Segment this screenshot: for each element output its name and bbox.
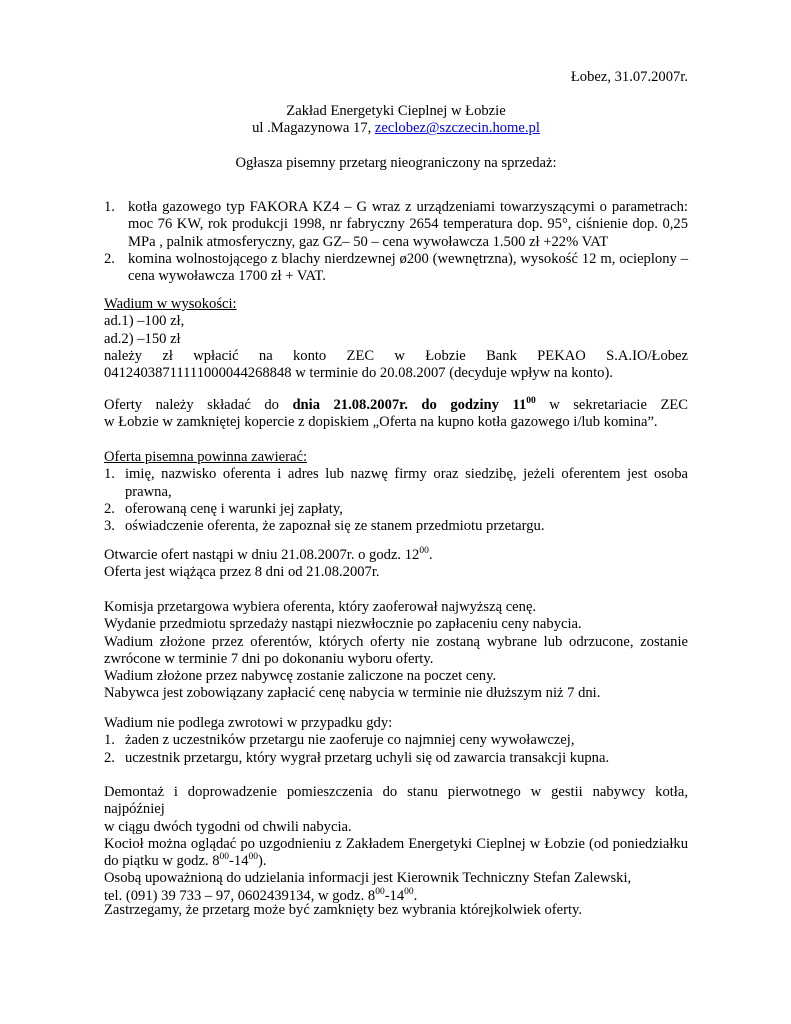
hours-end: . [413, 887, 418, 904]
organization-header [104, 103, 688, 138]
offers-submission [104, 397, 688, 432]
list-number: 3. [104, 518, 115, 535]
contact-person: Osobą upoważnioną do udzielania informacji jest Kierownik Techniczny Stefan Zalewski, [104, 870, 632, 887]
offers-envelope: w Łobzie w zamkniętej kopercie z dopiskiem „Oferta na kupno kotła gazowego i/lub komina”. [104, 414, 658, 431]
viewing-line: Kocioł można oglądać po uzgodnieniu z Zakładem Energetyki Cieplnej w Łobzie (od poniedziałku [104, 835, 688, 852]
hours-sup: 00 [404, 886, 414, 897]
opening-text: Otwarcie ofert nastąpi w dniu 21.08.2007r. o godz. 12 [104, 547, 420, 563]
list-number: 1. [104, 466, 115, 483]
wadium-ad1: ad.1) –100 zł, [104, 313, 185, 330]
list-item-text: oświadczenie oferenta, że zapoznał się ze stanem przedmiotu przetargu. [125, 518, 545, 535]
hours-sup: 00 [248, 852, 258, 863]
announcement [104, 155, 688, 172]
sale-item-boiler [104, 199, 688, 251]
item-line: komina wolnostojącego z blachy nierdzewnej ø200 (wewnętrzna), wysokość 12 m, ocieplony – [128, 250, 688, 267]
offer-contents-heading: Oferta pisemna powinna zawierać: [104, 449, 308, 465]
email-link[interactable]: zeclobez@szczecin.home.pl [374, 120, 540, 137]
wadium-account: 04124038711111000044268848 w terminie do 20.08.2007 (decyduje wpływ na konto). [104, 365, 613, 382]
offers-deadline-sup: 00 [526, 396, 536, 407]
offer-contents [104, 449, 688, 535]
item-line: cena wywoławcza 1700 zł + VAT. [128, 268, 326, 285]
list-item-text: prawna, [125, 483, 172, 500]
rule-line: Wadium złożone przez nabywcę zostanie zaliczone na poczet ceny. [104, 668, 497, 685]
announcement-text: Ogłasza pisemny przetarg nieograniczony na sprzedaż: [235, 155, 557, 171]
list-item-text: żaden z uczestników przetargu nie zaoferuje co najmniej ceny wywoławczej, [125, 732, 575, 749]
rule-line: Komisja przetargowa wybiera oferenta, który zaoferował najwyższą cenę. [104, 599, 537, 615]
commission-rules [104, 599, 688, 703]
rule-line: Nabywca jest zobowiązany zapłacić cenę nabycia w terminie nie dłuższym niż 7 dni. [104, 685, 601, 702]
organization-address [104, 120, 688, 137]
list-item [104, 501, 688, 518]
offers-deadline-bold: dnia 21.08.2007r. do godziny 11 [292, 397, 527, 413]
list-item-text: imię, nazwisko oferenta i adres lub nazwę firmy oraz siedzibę, jeżeli oferentem jest osoba [125, 466, 688, 483]
dismantling-line: w ciągu dwóch tygodni od chwili nabycia. [104, 818, 352, 835]
list-number: 1. [104, 732, 115, 749]
wadium-no-return [104, 715, 688, 767]
wadium-payment: należy zł wpłacić na konto ZEC w Łobzie Bank PEKAO S.A.IO/Łobez [104, 347, 688, 364]
opening-section [104, 547, 688, 582]
address-text: ul .Magazynowa 17, [252, 120, 375, 137]
list-item [104, 466, 688, 501]
list-item [104, 750, 688, 767]
sale-items-list [104, 199, 688, 285]
hours-dash: -14 [384, 887, 405, 904]
opening-date [104, 547, 688, 564]
list-item [104, 518, 688, 535]
rule-line: zwrócone w terminie 7 dni po dokonaniu wyboru oferty. [104, 650, 434, 667]
wadium-heading: Wadium w wysokości: [104, 296, 237, 312]
rule-line: Wydanie przedmiotu sprzedaży nastąpi niezwłocznie po zapłaceniu ceny nabycia. [104, 616, 582, 633]
rule-line: Wadium złożone przez oferentów, których oferty nie zostaną wybrane lub odrzucone, zostanie [104, 633, 688, 650]
dismantling-line: Demontaż i doprowadzenie pomieszczenia do stanu pierwotnego w gestii nabywcy kotła, najpóźniej [104, 784, 688, 818]
list-item [104, 732, 688, 749]
viewing-hours-text: do piątku w godz. 8 [104, 853, 220, 870]
dismantling-contact [104, 784, 688, 905]
list-item-text: oferowaną cenę i warunki jej zapłaty, [125, 500, 343, 517]
opening-end: . [428, 547, 433, 563]
offers-text-a: Oferty należy składać do [104, 397, 293, 413]
hours-dash: -14 [229, 853, 249, 870]
no-return-heading: Wadium nie podlega zwrotowi w przypadku gdy: [104, 715, 393, 731]
offer-validity: Oferta jest wiążąca przez 8 dni od 21.08.2007r. [104, 564, 380, 581]
wadium-section [104, 296, 688, 382]
list-item-text: uczestnik przetargu, który wygrał przetarg uchyli się od zawarcia transakcji kupna. [125, 749, 610, 766]
offers-text-b: w sekretariacie ZEC [535, 397, 689, 413]
phone-text: tel. (091) 39 733 – 97, 0602439134, w godz. 8 [104, 887, 376, 904]
offers-deadline [104, 397, 688, 414]
list-number: 1. [104, 199, 115, 215]
wadium-ad2: ad.2) –150 zł [104, 330, 181, 347]
hours-sup: 00 [219, 852, 230, 863]
viewing-hours [104, 853, 688, 870]
hours-end: ). [258, 853, 267, 870]
closing-note [104, 902, 688, 919]
place-date [104, 69, 688, 86]
sale-item-chimney [104, 251, 688, 286]
item-line: moc 76 KW, rok produkcji 1998, nr fabryczny 2654 temperatura dop. 95°, ciśnienie dop. 0,25 [128, 216, 688, 233]
item-line: kotła gazowego typ FAKORA KZ4 – G wraz z urządzeniami towarzyszącymi o parametrach: [128, 199, 688, 215]
item-line: MPa , palnik atmosferyczny, gaz GZ– 50 – cena wywoławcza 1.500 zł +22% VAT [128, 233, 609, 250]
list-number: 2. [104, 500, 115, 517]
hours-sup: 00 [375, 886, 385, 897]
opening-sup: 00 [419, 546, 429, 557]
list-number: 2. [104, 250, 115, 267]
place-date-text: Łobez, 31.07.2007r. [570, 69, 688, 85]
closing-text: Zastrzegamy, że przetarg może być zamknięty bez wybrania którejkolwiek oferty. [104, 902, 583, 918]
list-number: 2. [104, 749, 115, 766]
organization-name: Zakład Energetyki Cieplnej w Łobzie [286, 103, 506, 119]
